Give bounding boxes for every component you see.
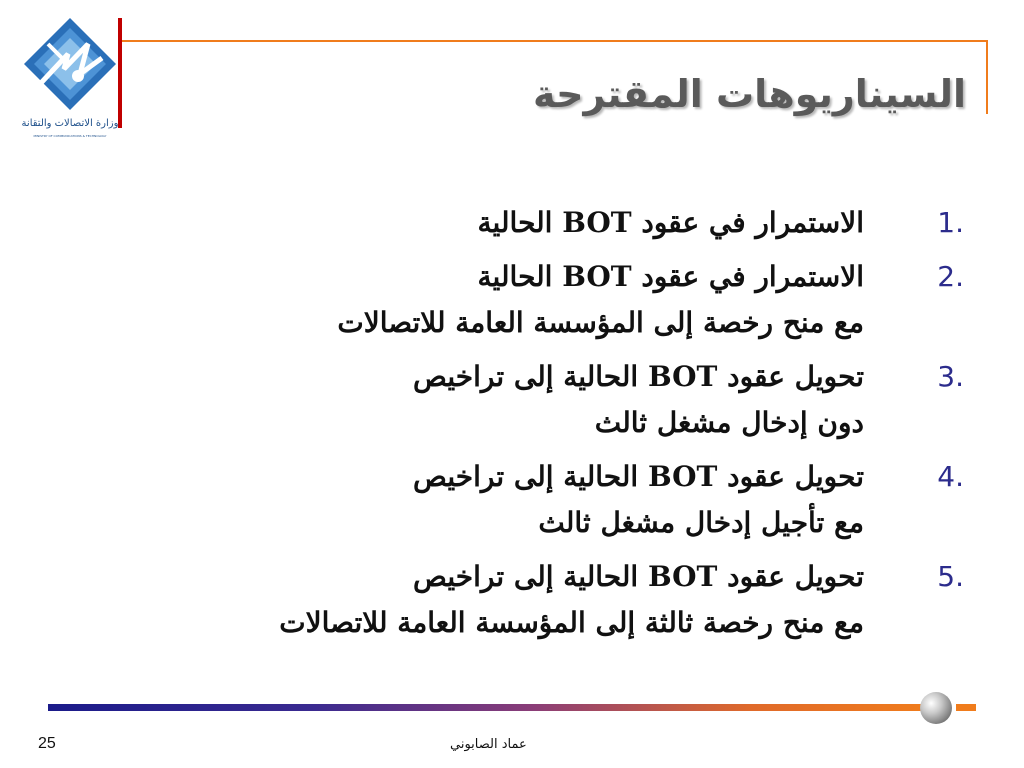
- list-item-number: 2.: [937, 260, 964, 293]
- ministry-logo: [18, 14, 122, 146]
- logo-text-en: MINISTRY OF COMMUNICATIONS & TECHNOLOGY: [33, 134, 107, 138]
- slide-title: السيناريوهات المقترحة: [533, 72, 966, 116]
- title-frame-right: [986, 40, 988, 114]
- list-item-text: الاستمرار في عقود BOT الحالية: [477, 206, 864, 239]
- scenario-list: [244, 200, 964, 654]
- footer-author: عماد الصابوني: [450, 737, 527, 752]
- list-item: [244, 554, 964, 646]
- list-item-number: 5.: [937, 560, 964, 593]
- title-frame-top: [122, 40, 988, 42]
- list-item-text-continued: مع تأجيل إدخال مشغل ثالث: [538, 506, 864, 539]
- list-item: [244, 454, 964, 546]
- footer-sphere-icon: [920, 692, 952, 724]
- list-item-number: 4.: [937, 460, 964, 493]
- list-item-text-continued: مع منح رخصة إلى المؤسسة العامة للاتصالات: [337, 306, 864, 339]
- list-item-text: تحويل عقود BOT الحالية إلى تراخيص: [413, 360, 864, 393]
- list-item: [244, 200, 964, 246]
- footer-bar-tail: [956, 704, 976, 711]
- list-item-number: 1.: [937, 206, 964, 239]
- list-item-text: تحويل عقود BOT الحالية إلى تراخيص: [413, 560, 864, 593]
- list-item: [244, 254, 964, 346]
- list-item-text-continued: مع منح رخصة ثالثة إلى المؤسسة العامة للاتصالات: [279, 606, 864, 639]
- page-number: 25: [38, 735, 56, 752]
- logo-divider: [118, 18, 122, 128]
- list-item-text: تحويل عقود BOT الحالية إلى تراخيص: [413, 460, 864, 493]
- list-item: [244, 354, 964, 446]
- list-item-text: الاستمرار في عقود BOT الحالية: [477, 260, 864, 293]
- list-item-text-continued: دون إدخال مشغل ثالث: [594, 406, 864, 439]
- footer-gradient-bar: [48, 704, 928, 711]
- list-item-number: 3.: [937, 360, 964, 393]
- logo-text-ar: وزارة الاتصالات والتقانة: [21, 118, 119, 129]
